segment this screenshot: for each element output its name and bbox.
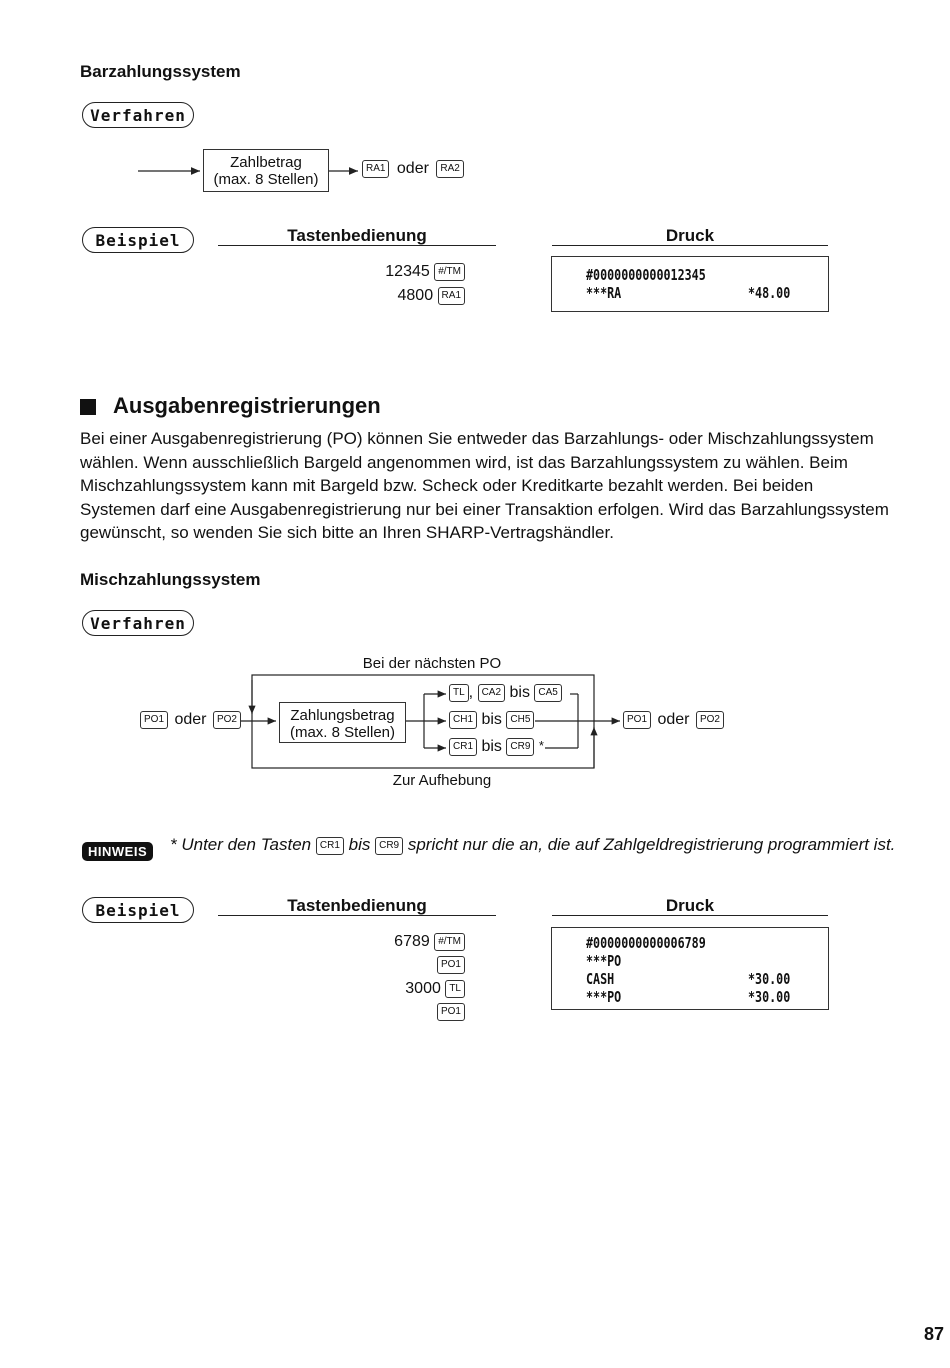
verfahren-badge: Verfahren	[82, 610, 194, 636]
receipt-line: #0000000000006789	[586, 934, 706, 952]
keyop-value: 6789	[394, 933, 430, 950]
rule-tasten	[218, 245, 496, 246]
oder-text: oder	[396, 160, 429, 178]
receipt-line: ***PO	[586, 988, 622, 1006]
ca5-key: CA5	[534, 684, 561, 702]
cr9-key: CR9	[375, 837, 403, 855]
keyop-row	[340, 284, 465, 308]
rule-druck	[552, 245, 828, 246]
receipt-2	[551, 927, 829, 1010]
bis-text: bis	[481, 711, 502, 729]
keyop-value: 3000	[405, 980, 441, 997]
receipt-amount: *30.00	[748, 988, 791, 1006]
paragraph-line: Mischzahlungssystem kann mit Bargeld bzw. Scheck oder Kreditkarte bezahlt werden. Bei beiden	[80, 476, 814, 495]
cr1-key: CR1	[449, 738, 477, 756]
receipt-line: ***RA	[586, 284, 622, 302]
option-row-3	[449, 738, 544, 756]
col-tastenbedienung: Tastenbedienung	[287, 226, 427, 245]
col-druck: Druck	[665, 896, 715, 915]
payment-box-line2: (max. 8 Stellen)	[289, 724, 396, 741]
keyop-key: PO1	[437, 1003, 465, 1021]
option-row-1	[449, 684, 562, 702]
amount-box	[203, 149, 329, 192]
asterisk-mark: *	[538, 738, 544, 753]
paragraph-line: Systemen darf eine Ausgabenregistrierung nur bei einer Transaktion erfolgen. Wird das Barzahlungssystem	[80, 499, 889, 519]
verfahren-badge: Verfahren	[82, 102, 194, 128]
po1-key: PO1	[623, 711, 651, 729]
keyop-key: #/TM	[434, 933, 465, 951]
keyops-2	[340, 930, 465, 1024]
section-title: Ausgabenregistrierungen	[113, 393, 381, 418]
keyop-row	[340, 1001, 465, 1025]
section-square-icon	[80, 399, 96, 415]
receipt-line: ***PO	[586, 952, 622, 970]
tl-key: TL	[449, 684, 469, 702]
ra2-key: RA2	[436, 160, 463, 178]
flow-bottom-label: Zur Aufhebung	[392, 772, 492, 789]
keyop-value: 12345	[385, 263, 430, 280]
ra-keys-group	[362, 160, 464, 178]
paragraph-line: Bei einer Ausgabenregistrierung (PO) können Sie entweder das Barzahlungs- oder Mischzahlungssystem	[80, 429, 874, 448]
receipt-line: CASH	[586, 970, 615, 988]
oder-text: oder	[174, 711, 207, 729]
bis-text: bis	[481, 738, 502, 756]
receipt-amount: *48.00	[748, 284, 791, 302]
receipt-line: #0000000000012345	[586, 266, 706, 284]
rule-tasten	[218, 915, 496, 916]
col-tastenbedienung: Tastenbedienung	[287, 896, 427, 915]
po2-key: PO2	[213, 711, 241, 729]
keyop-key: PO1	[437, 956, 465, 974]
flow-right-keys	[623, 711, 724, 729]
comma-text: ,	[468, 684, 474, 702]
bis-text: bis	[509, 684, 530, 702]
po1-key: PO1	[140, 711, 168, 729]
receipt-amount: *30.00	[748, 970, 791, 988]
hinweis-bis: bis	[348, 835, 371, 854]
section-heading-barzahlung: Barzahlungssystem	[80, 62, 241, 81]
intro-paragraph	[80, 427, 930, 545]
amount-box-line1: Zahlbetrag	[230, 154, 302, 171]
cr9-key: CR9	[506, 738, 534, 756]
paragraph-line: gewünscht, so wenden Sie sich bitte an Ihren SHARP-Vertragshändler.	[80, 523, 614, 542]
page-number: 87	[923, 1324, 944, 1344]
col-druck: Druck	[665, 226, 715, 245]
section-heading-mischzahlung: Mischzahlungssystem	[80, 570, 261, 589]
flow-left-keys	[140, 711, 241, 729]
keyop-key: TL	[445, 980, 465, 998]
flow-arrows-barzahlung	[0, 0, 950, 200]
keyop-row	[340, 954, 465, 978]
paragraph-line: wählen. Wenn ausschließlich Bargeld angenommen wird, ist das Barzahlungssystem zu wählen. Beim	[80, 452, 848, 472]
cr1-key: CR1	[316, 837, 344, 855]
beispiel-badge: Beispiel	[82, 897, 194, 923]
payment-box-line1: Zahlungsbetrag	[290, 707, 395, 724]
po2-key: PO2	[696, 711, 724, 729]
ch5-key: CH5	[506, 711, 534, 729]
rule-druck	[552, 915, 828, 916]
keyop-key: RA1	[438, 287, 465, 305]
hinweis-text-after: spricht nur die an, die auf Zahlgeldregistrierung programmiert ist.	[407, 835, 896, 854]
amount-box-line2: (max. 8 Stellen)	[213, 171, 319, 188]
option-row-2	[449, 711, 534, 729]
keyop-value: 4800	[397, 287, 434, 304]
keyop-row	[340, 930, 465, 954]
keyop-row	[340, 977, 465, 1001]
payment-box	[279, 702, 406, 743]
hinweis-text-before: * Unter den Tasten	[170, 835, 312, 854]
beispiel-badge: Beispiel	[82, 227, 194, 253]
hinweis-badge: HINWEIS	[82, 842, 153, 861]
flow-top-label: Bei der nächsten PO	[362, 655, 502, 672]
ca2-key: CA2	[478, 684, 505, 702]
keyops-1	[340, 260, 465, 308]
oder-text: oder	[657, 711, 690, 729]
ra1-key: RA1	[362, 160, 389, 178]
receipt-1	[551, 256, 829, 312]
keyop-key: #/TM	[434, 263, 465, 281]
ch1-key: CH1	[449, 711, 477, 729]
hinweis-note	[170, 835, 895, 855]
keyop-row	[340, 260, 465, 284]
